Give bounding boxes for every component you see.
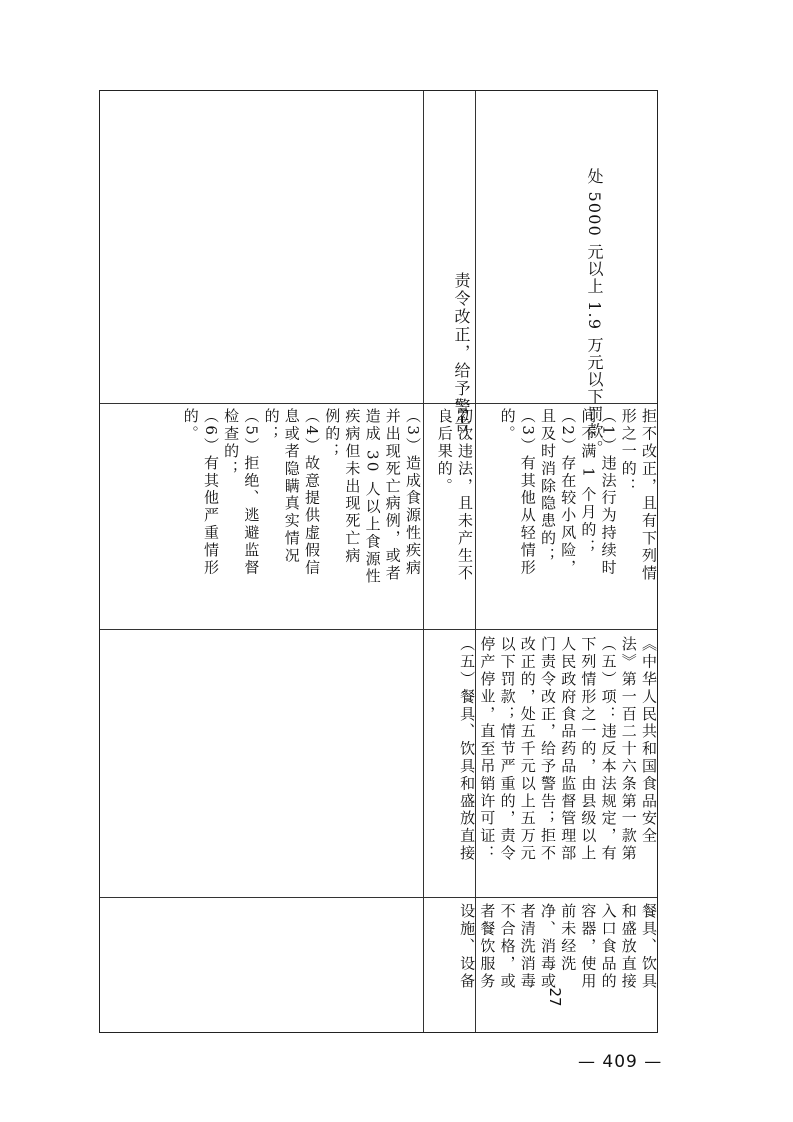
text-line: 例的； — [323, 408, 342, 461]
text-line: （3）有其他从轻情形 — [518, 408, 537, 577]
text-line: 下列情形之一的，由县级以上 — [579, 636, 598, 863]
text-line: 改正的，处五千元以上五万元 — [518, 636, 537, 863]
text-line: 法》第一百二十六条第一款第 — [619, 636, 638, 863]
text-line: 良后果的。 — [435, 408, 454, 495]
text-line: 造成 30 人以上食源性 — [363, 408, 382, 586]
text-line: 容器，使用 — [579, 903, 598, 990]
text-line: 息或者隐瞒真实情况 — [282, 408, 301, 565]
legal-basis-cell — [423, 628, 659, 898]
text-line: 疾病但未出现死亡病 — [343, 408, 362, 565]
text-line: （6）有其他严重情形 — [201, 408, 220, 577]
text-line: 餐具、饮具 — [640, 903, 658, 990]
text-line: 拒不改正，且有下列情 — [640, 408, 658, 582]
row-number: 27 — [546, 987, 564, 1007]
text-line: （5）拒绝、逃避监督 — [242, 408, 261, 577]
circumstances-upper-cell — [99, 402, 423, 629]
text-line: （3）造成食源性疾病 — [404, 408, 422, 577]
penalty-first-text: 责令改正，给予警告。 — [452, 272, 471, 452]
text-line: 停产停业，直至吊销许可证： — [478, 636, 497, 863]
text-line: 的。 — [181, 408, 200, 443]
text-line: 和盛放直接 — [619, 903, 638, 990]
text-line: 前未经洗 — [559, 903, 578, 973]
text-line: 初次违法，且未产生不 — [456, 408, 474, 582]
text-line: 间不满 1 个月的； — [579, 408, 598, 557]
circumstances-light-cell — [475, 402, 659, 629]
text-line: 者清洗消毒 — [518, 903, 537, 990]
text-line: 《中华人民共和国食品安全 — [640, 636, 658, 845]
text-line: 设施、设备 — [458, 903, 477, 990]
page-number: — 409 — — [578, 1052, 663, 1072]
text-line: 形之一的： — [619, 408, 638, 495]
text-line: （五）项：违反本法规定，有 — [599, 636, 618, 863]
text-line: 人民政府食品药品监督管理部 — [559, 636, 578, 863]
circumstances-first-cell — [423, 402, 475, 629]
text-line: 且及时消除隐患的； — [538, 408, 557, 565]
text-line: 的； — [262, 408, 281, 443]
text-line: 以下罚款；情节严重的，责令 — [498, 636, 517, 863]
text-line: （2）存在较小风险， — [559, 408, 578, 577]
text-line: 净、消毒或 — [538, 903, 557, 990]
text-line: 者餐饮服务 — [478, 903, 497, 990]
text-line: 入口食品的 — [599, 903, 618, 990]
text-line: （1）违法行为持续时 — [599, 408, 618, 577]
penalty-light-text: 处 5000 元以上 1.9 万元以下罚款。 — [585, 168, 604, 457]
text-line: 的。 — [498, 408, 517, 443]
text-line: 不合格，或 — [498, 903, 517, 990]
text-line: （4）故意提供虚假信 — [302, 408, 321, 577]
text-line: （五）餐具、饮具和盛放直接 — [458, 636, 477, 863]
text-line: 并出现死亡病例，或者 — [383, 408, 402, 582]
text-line: 门责令改正，给予警告；拒不 — [538, 636, 557, 863]
text-line: 检查的； — [222, 408, 241, 478]
